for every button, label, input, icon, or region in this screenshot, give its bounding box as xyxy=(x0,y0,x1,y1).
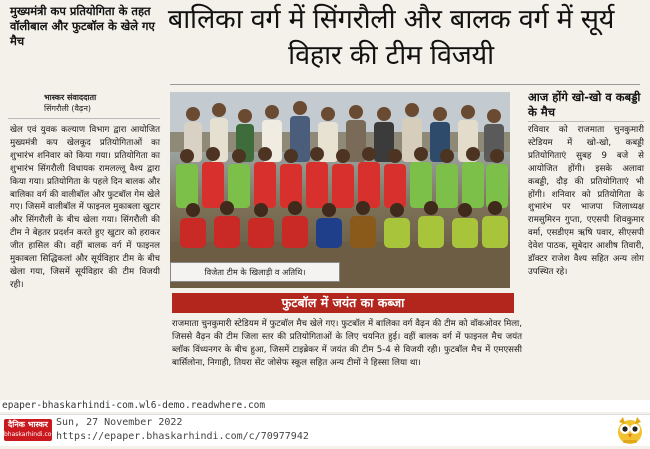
main-headline: बालिका वर्ग में सिंगरौली और बालक वर्ग में सूर्य विहार की टीम विजयी xyxy=(167,4,615,71)
divider xyxy=(170,84,640,85)
divider xyxy=(528,121,644,122)
football-article-body: राजमाता चुनकुमारी स्टेडियम में फुटबॉल मैच खेले गए। फुटबॉल में बालिका वर्ग वैढ़न की टीम को वॉकओवर मिला, जिससे वैढ़न की टीम जिला स्तर की प्रतियोगिताओं के लिए चयनित हुई। वहीं बालक वर्ग में फाइनल मैच जयंत ब्लॉक विंध्यनगर के बीच हुआ, जिसमें टाइब्रेकर में जयंत की टीम 5-4 से विजयी रही। फुटबॉल मैच में एमएससी बार्सिलोना, निगाही, तियरा सेंट जोसेफ स्कूल सहित अन्य टीमों ने हिस्सा लिया था। xyxy=(172,319,522,368)
football-banner: फुटबॉल में जयंत का कब्जा xyxy=(172,293,514,313)
divider xyxy=(8,118,160,119)
byline-agency: भास्कर संवाददाता xyxy=(44,93,97,102)
team-photo xyxy=(170,92,510,288)
photo-caption: विजेता टीम के खिलाड़ी व अतिथि। xyxy=(170,262,340,282)
byline-place: सिंगरौली (वैढ़न) xyxy=(44,104,92,113)
team-photo-illustration xyxy=(170,92,510,288)
side-headline: मुख्यमंत्री कप प्रतियोगिता के तहत वॉलीबाल और फुटबॉल के खेले गए मैच xyxy=(10,4,155,48)
logo-text: दैनिक भास्कर xyxy=(8,420,48,429)
owl-icon[interactable] xyxy=(616,415,644,445)
byline xyxy=(44,92,154,114)
right-headline: आज होंगे खो-खो व कबड्डी के मैच xyxy=(528,90,641,119)
left-article-body: खेल एवं युवक कल्याण विभाग द्वारा आयोजित मुख्यमंत्री कप खेलकूद प्रतियोगिताओं का शुभारंभ शनिवार को किया गया। प्रतियोगिता का शुभारंभ सिंगरौली विधायक रामलल्लू वैश्य द्वारा किया गया। प्रतियोगिता के पहले दिन बालक और बालिका वर्ग की वालीबॉल और फुटबॉल गेम खेले गए। जिसमें वालीबॉल में फाइनल मुकाबला खुटार और सिंगरौली के बीच खेला गया। सिंगरौली की टीम ने बेहतर प्रदर्शन करते हुए खुटार को हराकर जीत हासिल की। वहीं बालक वर्ग में फाइनल मुकाबला सिद्धिकलां और सूर्यविहार टीम के बीच खेला गया, जिसमें सूर्यविहार की टीम विजयी रही। xyxy=(10,125,160,290)
right-article-body: रविवार को राजमाता चुनकुमारी स्टेडियम में खो-खो, कबड्डी प्रतियोगिताएं सुबह 9 बजे से आयोजित होंगी। इसके अलावा कबड्डी, दौड़ की प्रतियोगिताएं भी होंगी। शनिवार को प्रतियोगिता के शुभारंभ पर भाजपा जिलाध्यक्ष रामसुमिरन गुप्ता, एएसपी शिवकुमार वर्मा, एसडीएम ऋषि पवार, सीएसपी देवेश पाठक, सूबेदार आशीष तिवारी, डॉक्टर राजेश वैश्य सहित अन्य लोग उपस्थित रहे। xyxy=(528,125,644,277)
footer-url[interactable]: https://epaper.bhaskarhindi.com/c/70977942 xyxy=(56,431,309,442)
footer-date: Sun, 27 November 2022 xyxy=(56,417,183,428)
epaper-domain[interactable]: epaper-bhaskarhindi-com.wl6-demo.readwhere.com xyxy=(2,400,266,411)
logo-subtext: bhaskarhindi.com xyxy=(4,431,58,438)
brand-logo[interactable] xyxy=(4,419,58,441)
